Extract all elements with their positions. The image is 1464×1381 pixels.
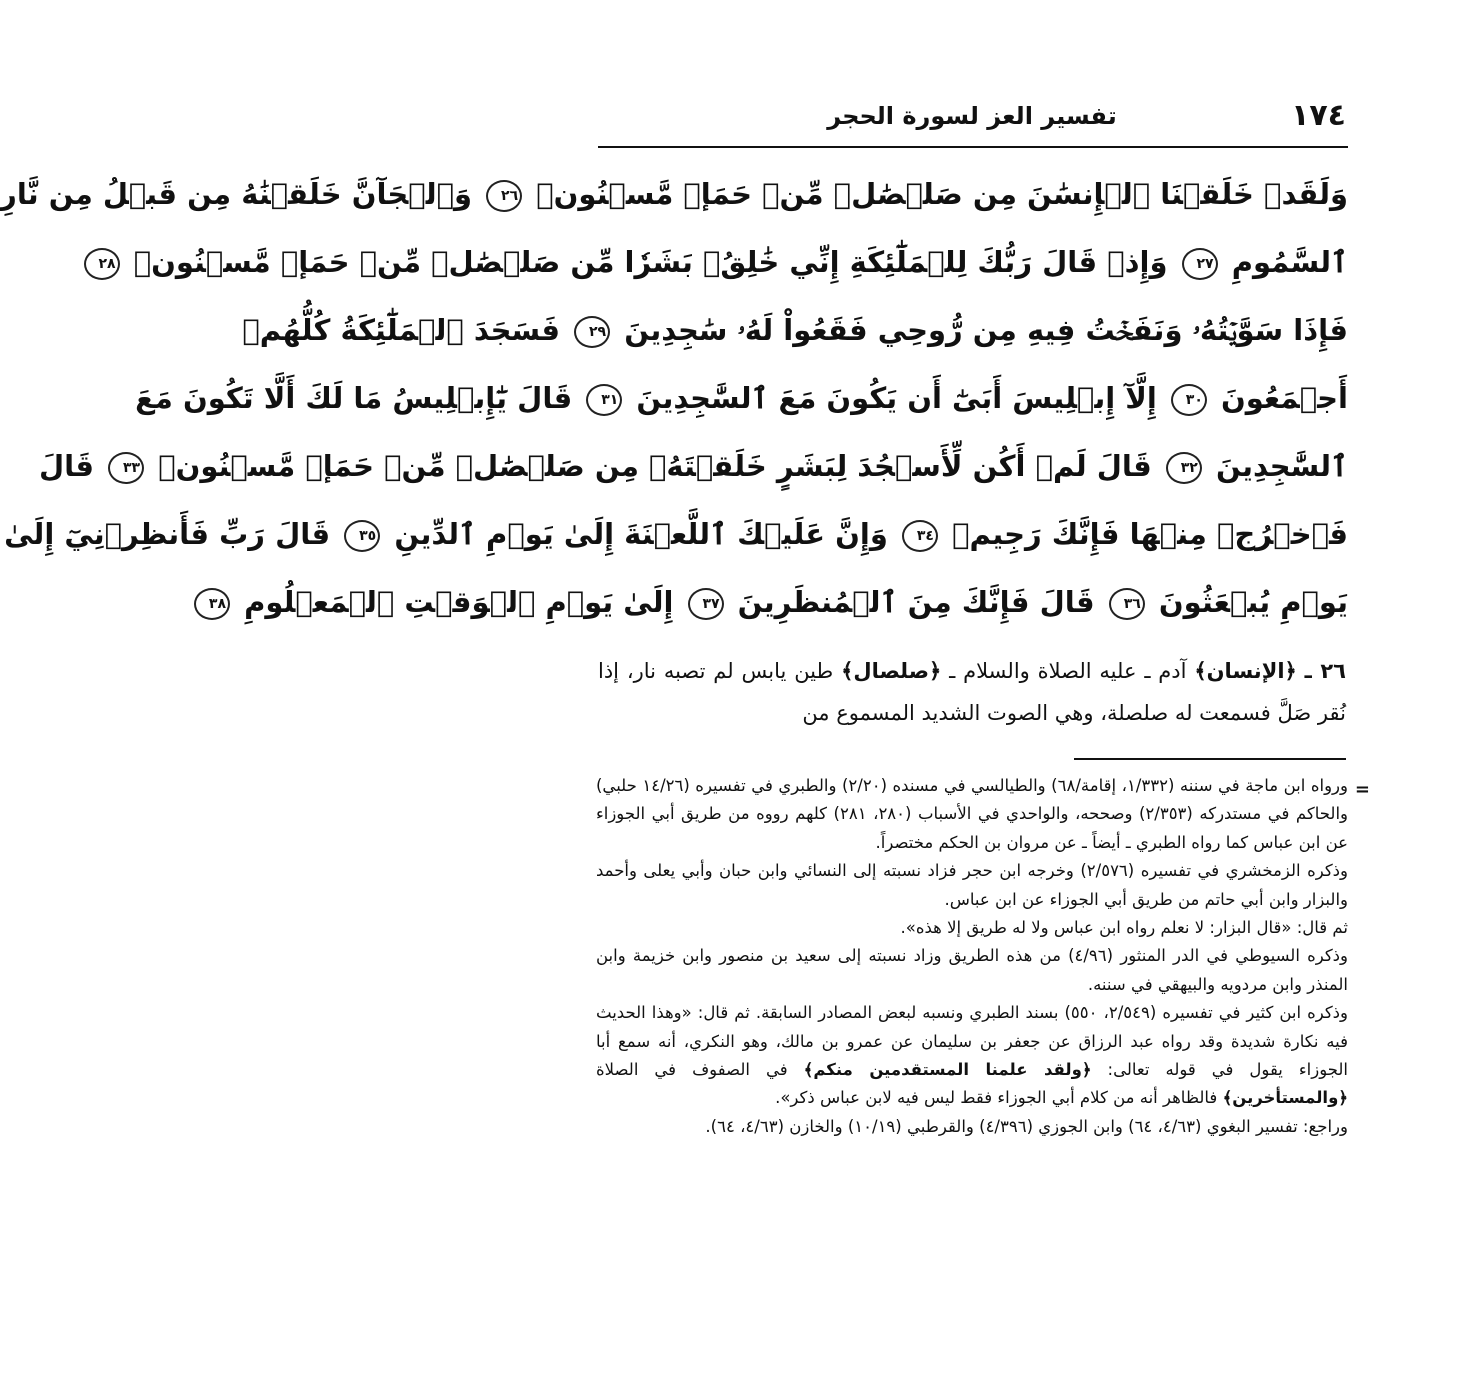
- quran-verses: [0, 160, 1348, 636]
- ayah-marker: ٣٤: [902, 520, 938, 552]
- footnote-para: وذكره السيوطي في الدر المنثور (٤/٩٦) من هذه الطريق وزاد نسبته إلى سعيد بن منصور وابن خزيمة وابن المنذر وابن مردويه والبيهقي في سننه.: [596, 946, 1348, 994]
- footnotes: [596, 772, 1370, 1141]
- footnote-para: ثم قال: «قال البزار: لا نعلم رواه ابن عباس ولا له طريق إلا هذه».: [900, 918, 1348, 938]
- ayah-marker: ٢٧: [1182, 248, 1218, 280]
- ayah-marker: ٣٣: [108, 452, 144, 484]
- footnote-para: وذكره ابن كثير في تفسيره (٢/٥٤٩، ٥٥٠) بسند الطبري ونسبه لبعض المصادر السابقة. ثم قال: «وهذا الحديث فيه نكارة شديدة وقد رواه عبد الرزاق عن جعفر بن سليمان عن عمرو بن مالك، وهو النكري، أنه سمع أبا الجوزاء يقول في قوله تعالى: ﴿ولقد علمنا المستقدمين منكم﴾ في الصفوف في الصلاة ﴿والمستأخرين﴾ فالظاهر أنه من كلام أبي الجوزاء فقط ليس فيه لابن عباس ذكر».: [596, 1003, 1348, 1108]
- page-number: ١٧٤: [1291, 98, 1346, 133]
- ayah-marker: ٣١: [586, 384, 622, 416]
- ayah-marker: ٢٦: [486, 180, 522, 212]
- continuation-mark: =: [1354, 779, 1370, 800]
- quran-line-1: وَلَقَدۡ خَلَقۡنَا ٱلۡإِنسَٰنَ مِن صَلۡصَٰلٖ مِّنۡ حَمَإٖ مَّسۡنُونٖ ٢٦ وَٱلۡجَآنَّ خَلَقۡنَٰهُ مِن قَبۡلُ مِن نَّارِ: [0, 177, 1348, 211]
- verse-number: ٢٦ ـ: [1304, 659, 1346, 683]
- quran-line-3: فَإِذَا سَوَّيۡتُهُۥ وَنَفَخۡتُ فِيهِ مِن رُّوحِي فَقَعُواْ لَهُۥ سَٰجِدِينَ ٢٩ فَسَجَدَ ٱلۡمَلَٰٓئِكَةُ كُلُّهُمۡ: [242, 313, 1348, 347]
- term-insan: ﴿الإنسان﴾: [1194, 659, 1297, 683]
- ayah-marker: ٣٥: [344, 520, 380, 552]
- quran-line-2: ٱلسَّمُومِ ٢٧ وَإِذۡ قَالَ رَبُّكَ لِلۡمَلَٰٓئِكَةِ إِنِّي خَٰلِقُۢ بَشَرٗا مِّن صَلۡصَٰلٖ مِّنۡ حَمَإٖ مَّسۡنُونٖ ٢٨: [594, 228, 1348, 296]
- running-title: تفسير العز لسورة الحجر: [827, 102, 1117, 130]
- footnote-para: وراجع: تفسير البغوي (٤/٦٣، ٦٤) وابن الجوزي (٤/٣٩٦) والقرطبي (١٠/١٩) والخازن (٤/٦٣، ٦٤).: [705, 1116, 1348, 1136]
- ayah-marker: ٣٧: [688, 588, 724, 620]
- ayah-marker: ٣٦: [1109, 588, 1145, 620]
- footnote-para: ورواه ابن ماجة في سننه (١/٣٣٢، إقامة/٦٨) والطيالسي في مسنده (٢/٢٠) والطبري في تفسيره (١٤/٢٦ حلبي) والحاكم في مستدركه (٢/٣٥٣) وصححه، والواحدي في الأسباب (٢٨٠، ٢٨١) كلهم رووه من طريق أبي الجوزاء عن ابن عباس كما رواه الطبري ـ أيضاً ـ عن مروان بن الحكم مختصراً.: [596, 776, 1349, 852]
- ayah-marker: ٣٨: [194, 588, 230, 620]
- footnote-para: وذكره الزمخشري في تفسيره (٢/٥٧٦) وخرجه ابن حجر فزاد نسبته إلى النسائي وابن حبان وأبي يعلى وأحمد والبزار وابن أبي حاتم من طريق أبي الجوزاء عن ابن عباس.: [596, 861, 1348, 909]
- ayah-marker: ٣٠: [1171, 384, 1207, 416]
- quran-line-6: فَٱخۡرُجۡ مِنۡهَا فَإِنَّكَ رَجِيمٞ ٣٤ وَإِنَّ عَلَيۡكَ ٱللَّعۡنَةَ إِلَىٰ يَوۡمِ ٱلدِّينِ ٣٥ قَالَ رَبِّ فَأَنظِرۡنِيٓ إِلَىٰ: [4, 517, 1348, 551]
- quran-line-5: ٱلسَّٰجِدِينَ ٣٢ قَالَ لَمۡ أَكُن لِّأَسۡجُدَ لِبَشَرٍ خَلَقۡتَهُۥ مِن صَلۡصَٰلٖ مِّنۡ حَمَإٖ مَّسۡنُونٖ ٣٣ قَالَ: [38, 449, 1348, 483]
- commentary: ٢٦ ـ ﴿الإنسان﴾ آدم ـ عليه الصلاة والسلام ـ ﴿صلصال﴾ طين يابس لم تصبه نار، إذا نُقر صَلَّ فسمعت له صلصلة، وهي الصوت الشديد المسموع من: [598, 659, 1346, 725]
- running-header: [598, 96, 1346, 136]
- ayah-marker: ٢٨: [84, 248, 120, 280]
- term-salsal: ﴿صلصال﴾: [841, 659, 942, 683]
- quran-line-4: أَجۡمَعُونَ ٣٠ إِلَّآ إِبۡلِيسَ أَبَىٰٓ أَن يَكُونَ مَعَ ٱلسَّٰجِدِينَ ٣١ قَالَ يَٰٓإِبۡلِيسُ مَا لَكَ أَلَّا تَكُونَ مَعَ: [135, 381, 1348, 415]
- footnote-rule: [1074, 758, 1346, 760]
- ayah-marker: ٢٩: [574, 316, 610, 348]
- quran-line-7: يَوۡمِ يُبۡعَثُونَ ٣٦ قَالَ فَإِنَّكَ مِنَ ٱلۡمُنظَرِينَ ٣٧ إِلَىٰ يَوۡمِ ٱلۡوَقۡتِ ٱلۡمَعۡلُومِ ٣٨: [594, 568, 1348, 636]
- header-rule: [598, 146, 1348, 148]
- ayah-marker: ٣٢: [1166, 452, 1202, 484]
